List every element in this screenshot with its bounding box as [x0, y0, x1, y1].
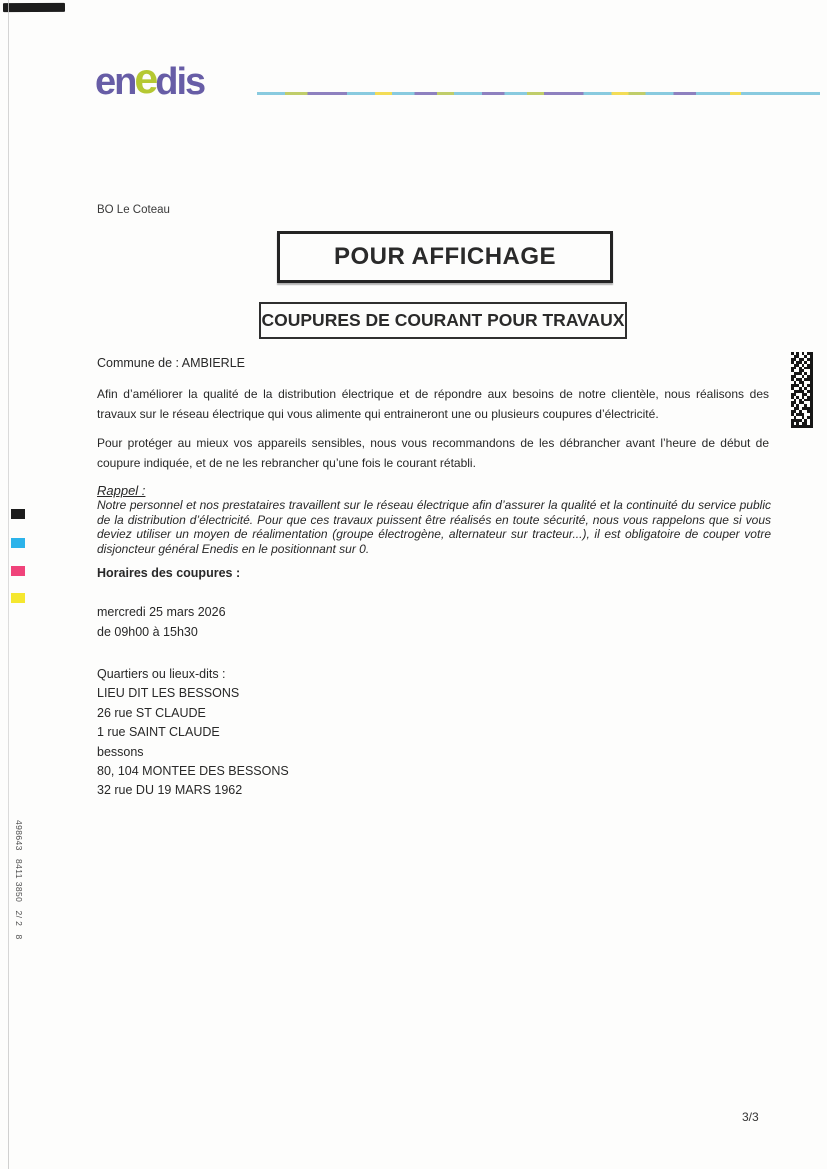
- rappel-paragraph: Notre personnel et nos prestataires travaillent sur le réseau électrique afin d’assurer la qualité et la continuité du service public de la distribution d’électricité. Pour que ces travaux puissent être réalisés en toute sécurité, nous vous rappelons que si vous deviez utiliser un moyen de réalimentation (groupe électrogène, alternateur sur tracteur...), il est obligatoire de couper votre disjoncteur général Enedis en le positionnant sur 0.: [97, 498, 771, 556]
- registration-mark-cyan: [11, 538, 25, 548]
- enedis-logo: [95, 55, 205, 103]
- district-item: 80, 104 MONTEE DES BESSONS: [97, 764, 289, 779]
- page-number: 3/3: [742, 1110, 759, 1124]
- print-batch-code: 498643 8411 3850 2/ 2 8: [14, 820, 24, 940]
- scan-artifact-bar: [3, 3, 65, 12]
- subject-banner: [259, 302, 627, 339]
- logo-text-e: e: [134, 55, 157, 103]
- registration-mark-black: [11, 509, 25, 519]
- logo-text-dis: dis: [155, 61, 205, 103]
- display-banner-title: POUR AFFICHAGE: [333, 243, 557, 270]
- schedule-block: [97, 603, 226, 642]
- intro-paragraph: Afin d’améliorer la qualité de la distribution électrique et de répondre aux besoins de notre clientèle, nous réalisons des travaux sur le réseau électrique qui vous alimente qui entraineront une ou plusieurs coupures d’électricité.: [97, 387, 769, 421]
- scan-edge-line: [8, 0, 9, 1169]
- outage-date: mercredi 25 mars 2026: [97, 605, 226, 619]
- outage-time: de 09h00 à 15h30: [97, 624, 198, 639]
- office-label: BO Le Coteau: [97, 204, 170, 216]
- advice-paragraph: Pour protéger au mieux vos appareils sensibles, nous vous recommandons de les débrancher avant l’heure de début de coupure indiquée, et de ne les rebrancher qu’une fois le courant rétabli.: [97, 436, 769, 470]
- district-item: LIEU DIT LES BESSONS: [97, 686, 240, 701]
- district-item: 26 rue ST CLAUDE: [97, 705, 206, 720]
- datamatrix-barcode: [791, 352, 813, 428]
- commune-line: Commune de : AMBIERLE: [97, 356, 245, 370]
- registration-mark-yellow: [11, 593, 25, 603]
- subject-banner-title: COUPURES DE COURANT POUR TRAVAUX: [261, 310, 625, 330]
- districts-heading: Quartiers ou lieux-dits :: [97, 667, 226, 681]
- logo-text-en: en: [95, 61, 136, 103]
- district-item: 1 rue SAINT CLAUDE: [97, 725, 220, 740]
- schedule-heading: Horaires des coupures :: [97, 566, 241, 580]
- district-item: 32 rue DU 19 MARS 1962: [97, 783, 243, 798]
- brand-color-line: [257, 92, 820, 95]
- districts-block: [97, 665, 289, 801]
- rappel-label: Rappel :: [97, 483, 146, 498]
- registration-mark-magenta: [11, 566, 25, 576]
- display-banner: [277, 231, 613, 283]
- district-item: bessons: [97, 744, 144, 759]
